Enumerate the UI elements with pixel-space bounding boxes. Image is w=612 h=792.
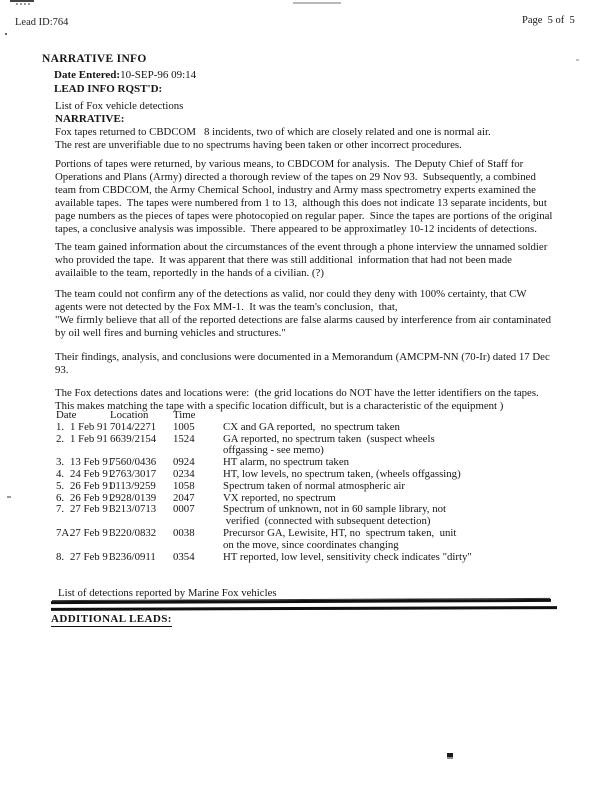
- paragraph-line: page numbers as the pieces of tapes were photocopied on regular paper. Since the tapes are portions of the original: [55, 210, 553, 222]
- description-line: Precursor GA, Lewisite, HT, no spectrum taken, unit: [223, 526, 457, 539]
- col-date: Date: [56, 409, 77, 421]
- paragraph-line: Operations and Plans (Army) directed a thorough review of the tapes on 29 Nov 93. Subsequently, a combined: [55, 171, 536, 183]
- description-line: HT, low levels, no spectrum taken, (wheels offgassing): [223, 467, 461, 480]
- cell-description: [223, 528, 472, 552]
- row-number: 1.: [56, 420, 65, 433]
- description-line: HT alarm, no spectrum taken: [223, 456, 350, 469]
- cell-location: 3236/0911: [110, 550, 156, 563]
- paragraph-line: Portions of tapes were returned, by various means, to CBDCOM for analysis. The Deputy Chief of Staff for: [55, 158, 524, 170]
- date-entered-row: [54, 68, 196, 82]
- description-line: Spectrum taken of normal atmospheric air: [223, 479, 405, 492]
- cell-time: 1058: [173, 479, 195, 492]
- separator-rule-top: [51, 599, 551, 604]
- date-entered-label: Date Entered:: [54, 69, 121, 81]
- cell-time: 0234: [173, 467, 195, 480]
- cell-date: 26 Feb 91: [70, 479, 114, 492]
- scan-artifact: [5, 33, 7, 35]
- scan-artifact: [7, 496, 11, 498]
- cell-location: 7560/0436: [110, 456, 157, 469]
- paragraph-line: The team gained information about the circumstances of the event through a phone interview the unnamed soldier: [55, 241, 548, 253]
- paragraph-line: "We firmly believe that all of the reported detections are false alarms caused by interference from air contaminated: [55, 314, 552, 326]
- cell-date: 26 Feb 91: [70, 491, 114, 504]
- lead-id: Lead ID:764: [15, 17, 69, 28]
- meta-block: [54, 68, 196, 96]
- cell-description: [223, 422, 472, 434]
- description-line: GA reported, no spectrum taken (suspect wheels: [223, 432, 435, 445]
- page-number: Page 5 of 5: [522, 15, 575, 26]
- cell-date: 13 Feb 91: [70, 456, 114, 469]
- description-line: verified (connected with subsequent detection): [223, 515, 431, 528]
- narrative-paragraph: [55, 158, 552, 236]
- date-entered-value: 10-SEP-96 09:14: [120, 69, 197, 81]
- cell-description: [223, 504, 472, 528]
- paragraph-line: tapes, a conclusive analysis was impossible. There appeared to be approximatley 10-12 incidents of detections.: [55, 223, 537, 235]
- cell-date: 27 Feb 91: [70, 503, 114, 516]
- table-row: [56, 481, 472, 493]
- col-time: Time: [173, 409, 196, 421]
- cell-location: 7014/2271: [110, 420, 157, 433]
- table-row: [56, 434, 472, 458]
- row-number: 4.: [56, 467, 65, 480]
- paragraph-line: The Fox detections dates and locations were: (the grid locations do NOT have the letter identifiers on the tapes.: [55, 387, 539, 399]
- narrative-label: NARRATIVE:: [55, 113, 125, 125]
- row-number: 7A.: [56, 526, 72, 539]
- cell-description: [223, 434, 472, 458]
- row-number: 6.: [56, 491, 65, 504]
- row-number: 5.: [56, 479, 65, 492]
- detections-table: [56, 410, 472, 563]
- cell-location: 0113/9259: [110, 479, 156, 492]
- scan-artifact: [447, 753, 453, 759]
- paragraph-line: available tapes. The tapes were numbered from 1 to 13, although this does not indicate 13 separate incidents, but: [55, 197, 547, 209]
- description-line: offgassing - see memo): [223, 444, 324, 457]
- description-line: VX reported, no spectrum: [223, 491, 336, 504]
- cell-location: 2763/3017: [110, 467, 157, 480]
- scan-artifact: [576, 59, 579, 61]
- lead-info-block: [55, 100, 183, 126]
- cell-date: 1 Feb 91: [70, 420, 108, 433]
- cell-time: 0038: [173, 526, 195, 539]
- detections-table-rows: [56, 422, 472, 564]
- cell-date: 24 Feb 91: [70, 467, 114, 480]
- row-number: 7.: [56, 503, 65, 516]
- table-row: [56, 528, 472, 552]
- col-location: Location: [110, 409, 149, 421]
- separator-rule-bottom: [51, 606, 557, 611]
- cell-description: [223, 552, 472, 564]
- row-number: 3.: [56, 456, 65, 469]
- row-number: 8.: [56, 550, 65, 563]
- cell-date: 27 Feb 91: [70, 550, 114, 563]
- cell-time: 2047: [173, 491, 195, 504]
- table-row: [56, 469, 472, 481]
- additional-leads-heading: ADDITIONAL LEADS:: [51, 613, 172, 625]
- paragraph-line: team from CBDCOM, the Army Chemical School, industry and Army mass spectrometry experts examined the: [55, 184, 536, 196]
- scan-artifact: [16, 3, 30, 5]
- paragraph-line: This makes matching the tape with a specific location difficult, but is a characteristic of the equipment ): [55, 400, 504, 412]
- narrative-paragraph: [55, 241, 547, 280]
- cell-location: 3213/0713: [110, 503, 157, 516]
- description-line: on the move, since coordinates changing: [223, 538, 399, 551]
- table-row: [56, 504, 472, 528]
- lead-info-value: List of Fox vehicle detections: [55, 100, 184, 112]
- cell-date: 1 Feb 91: [70, 432, 108, 445]
- paragraph-line: by oil well fires and burning vehicles and structures.": [55, 327, 286, 339]
- cell-location: 2928/0139: [110, 491, 157, 504]
- cell-time: 0924: [173, 456, 195, 469]
- paragraph-line: Fox tapes returned to CBDCOM 8 incidents, two of which are closely related and one is normal air.: [55, 126, 491, 138]
- cell-time: 1524: [173, 432, 195, 445]
- narrative-info-title: NARRATIVE INFO: [42, 53, 147, 65]
- narrative-paragraph: [55, 351, 550, 377]
- description-line: HT reported, low level, sensitivity check indicates "dirty": [223, 550, 472, 563]
- paragraph-line: The team could not confirm any of the detections as valid, nor could they deny with 100% certainty, that CW: [55, 288, 527, 300]
- narrative-paragraph: [55, 126, 491, 152]
- paragraph-line: who provided the tape. It was apparent that there was still additional information that had not been made: [55, 254, 512, 266]
- row-number: 2.: [56, 432, 65, 445]
- paragraph-line: 93.: [55, 364, 69, 376]
- narrative-paragraph: [55, 288, 551, 340]
- cell-location: 6639/2154: [110, 432, 157, 445]
- paragraph-line: agents were not detected by the Fox MM-1. It was the team's conclusion, that,: [55, 301, 398, 313]
- cell-time: 0007: [173, 503, 195, 516]
- detections-summary-note: List of detections reported by Marine Fox vehicles: [58, 587, 277, 599]
- scan-artifact: [293, 2, 341, 4]
- paragraph-line: The rest are unverifiable due to no spectrums having been taken or other incorrect procedures.: [55, 139, 462, 151]
- cell-location: 3220/0832: [110, 526, 157, 539]
- description-line: Spectrum of unknown, not in 60 sample library, not: [223, 503, 447, 516]
- cell-time: 0354: [173, 550, 195, 563]
- description-line: CX and GA reported, no spectrum taken: [223, 420, 400, 433]
- paragraph-line: Their findings, analysis, and conclusions were documented in a Memorandum (AMCPM-NN (70-Ir) dated 17 Dec: [55, 351, 550, 363]
- table-row: [56, 422, 472, 434]
- table-row: [56, 552, 472, 564]
- paragraph-line: availaible to the team, reportedly in the hands of a civilian. (?): [55, 267, 324, 279]
- cell-time: 1005: [173, 420, 195, 433]
- cell-description: [223, 469, 472, 481]
- scan-artifact: [10, 0, 34, 2]
- cell-description: [223, 481, 472, 493]
- cell-date: 27 Feb 91: [70, 526, 114, 539]
- lead-info-rqstd-label: LEAD INFO RQST'D:: [54, 83, 163, 95]
